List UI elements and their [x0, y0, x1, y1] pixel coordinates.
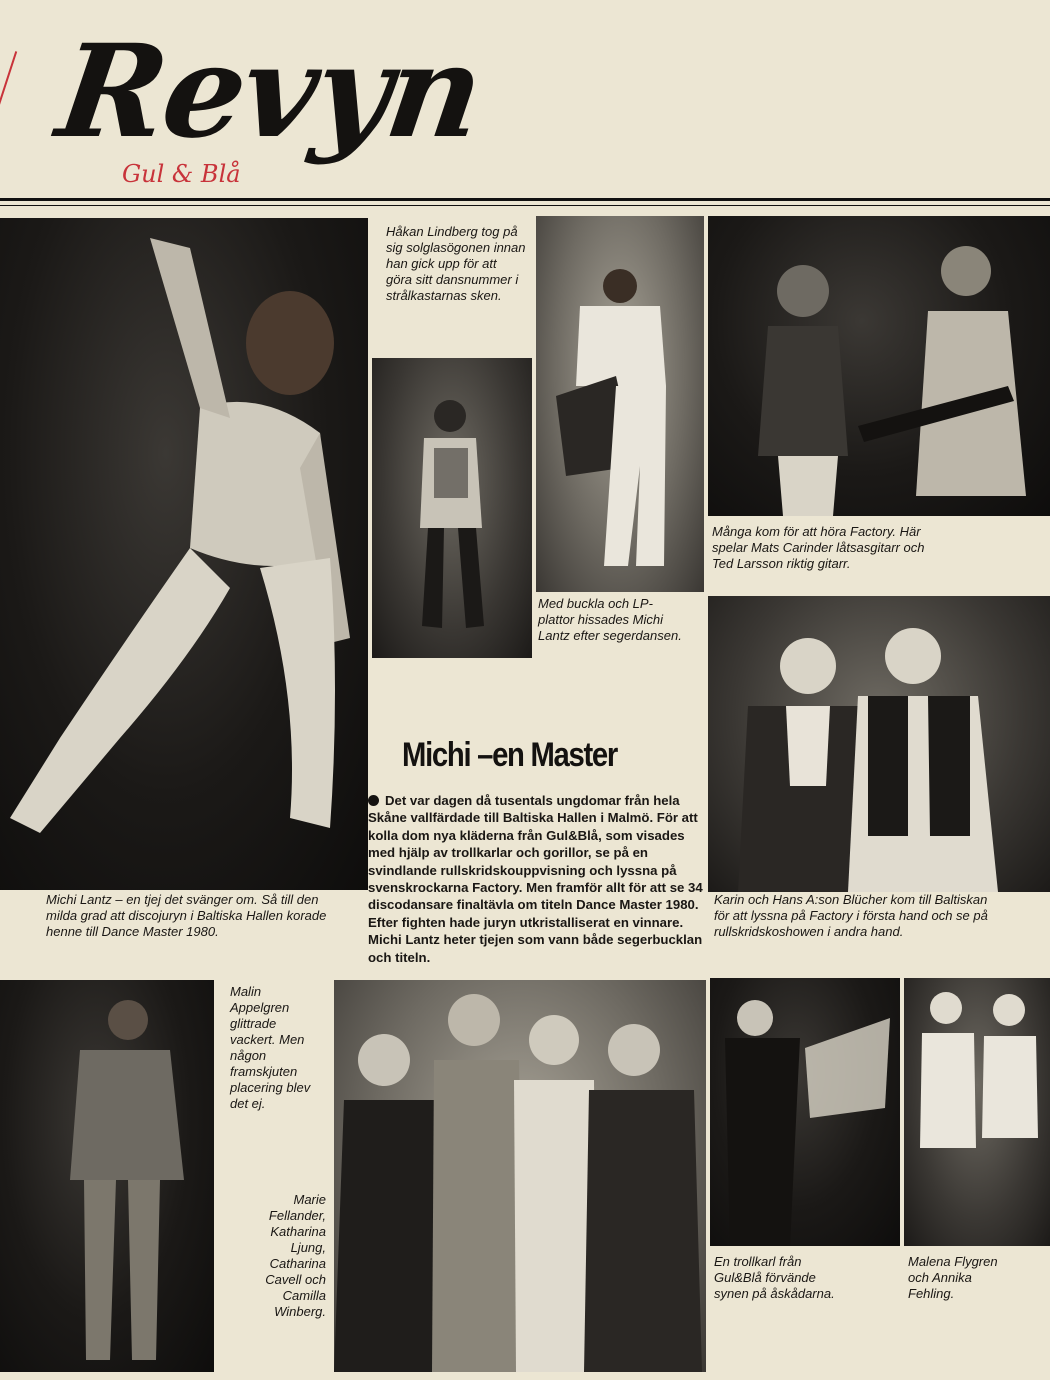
photo-malin-appelgren	[0, 980, 214, 1372]
caption-malin: Malin Appelgren glittrade vackert. Men någon framskjuten placering blev det ej.	[230, 984, 311, 1111]
photo-factory-band	[708, 216, 1050, 516]
red-pen-mark	[0, 51, 17, 109]
caption-trollkarl: En trollkarl från Gul&Blå förvände synen på åskådarna.	[714, 1254, 835, 1301]
masthead-rule-thin	[0, 205, 1050, 206]
bullet-icon	[368, 795, 379, 806]
article-body	[368, 792, 706, 966]
masthead-rule	[0, 198, 1050, 201]
photo-karin-hans	[708, 596, 1050, 892]
caption-buckla: Med buckla och LP-plattor hissades Michi Lantz efter segerdansen.	[538, 596, 682, 643]
article-body-text: Det var dagen då tusentals ungdomar från hela Skåne vallfärdade till Baltiska Hallen i Malmö. För att kolla dom nya kläderna från Gul&Blå, som visades med hjälp av trollkarlar och gorillor, se på en svindlande rullskridskouppvisning och lyssna på svenskrockarna Factory. Men framför allt för att se 34 discodansare finaltävla om titeln Dance Master 1980. Efter fighten hade juryn utkristalliserat en vinnare. Michi Lantz heter tjejen som vann både segerbucklan och titeln.	[368, 793, 703, 965]
masthead-title: Revyn	[49, 17, 491, 167]
caption-malena: Malena Flygren och Annika Fehling.	[908, 1254, 998, 1301]
photo-four-girls	[334, 980, 706, 1372]
article-headline: Michi –en Master	[402, 736, 617, 774]
caption-michi: Michi Lantz – en tjej det svänger om. Så till den milda grad att discojuryn i Baltiska Hallen korade henne till Dance Master 1980.	[46, 892, 327, 939]
handwritten-note: Gul & Blå	[122, 160, 241, 188]
photo-trollkarl	[710, 978, 900, 1246]
photo-malena-annika	[904, 978, 1050, 1246]
caption-factory: Många kom för att höra Factory. Här spelar Mats Carinder låtsasgitarr och Ted Larsson riktig gitarr.	[712, 524, 925, 571]
caption-marie: Marie Fellander, Katharina Ljung, Catharina Cavell och Camilla Winberg.	[265, 1192, 326, 1319]
photo-michi-lifted	[536, 216, 704, 592]
caption-hakan: Håkan Lindberg tog på sig solglasögonen innan han gick upp för att göra sitt dansnummer i strålkastarnas sken.	[386, 224, 526, 303]
photo-michi-dancing	[0, 218, 368, 890]
photo-hakan-lindberg	[372, 358, 532, 658]
caption-karin-hans: Karin och Hans A:son Blücher kom till Baltiskan för att lyssna på Factory i första hand och se på rullskridskoshowen i andra hand.	[714, 892, 988, 939]
